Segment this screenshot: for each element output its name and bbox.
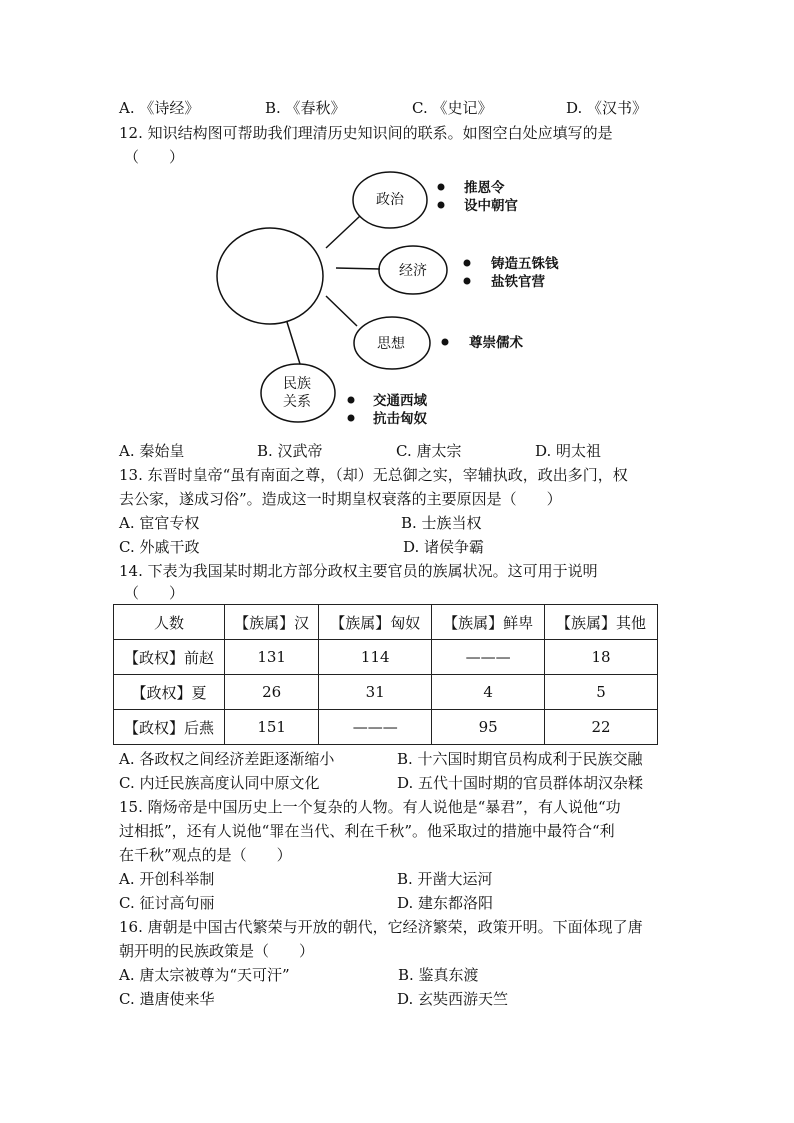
q13-option-a: A. 宦官专权 [119, 514, 200, 532]
q11-option-a: A. 《诗经》 [119, 99, 200, 117]
node-politics-label: 政治 [376, 192, 404, 208]
table-header-cell: 【族属】其他 [545, 605, 658, 640]
q11-option-c: C. 《史记》 [412, 99, 493, 117]
ethnic-item-1: 交通西域 [373, 393, 427, 409]
connector-politics [326, 216, 360, 248]
politics-item-2: 设中朝官 [464, 198, 518, 214]
ethnic-item-2: 抗击匈奴 [373, 411, 427, 427]
q12-option-d: D. 明太祖 [535, 442, 602, 460]
table-cell: 5 [545, 675, 658, 710]
q11-option-d: D. 《汉书》 [566, 99, 648, 117]
q13-stem-line-1: 13. 东晋时皇帝“虽有南面之尊，（却）无总御之实，宰辅执政，政出多门，权 [119, 466, 628, 484]
q13-option-b: B. 士族当权 [401, 514, 482, 532]
connector-economy [336, 268, 380, 269]
q16-stem-line-2: 朝开明的民族政策是（ ） [119, 942, 315, 960]
q14-answer-bracket: （ ） [124, 584, 185, 602]
q15-option-c: C. 征讨高句丽 [119, 894, 215, 912]
q15-option-d: D. 建东都洛阳 [397, 894, 494, 912]
q13-option-c: C. 外戚干政 [119, 538, 200, 556]
q12-option-a: A. 秦始皇 [119, 442, 185, 460]
q15-stem-line-3: 在千秋”观点的是（ ） [119, 846, 292, 864]
q12-stem-line-1: 12. 知识结构图可帮助我们理清历史知识间的联系。如图空白处应填写的是 [119, 124, 613, 142]
q14-option-d: D. 五代十国时期的官员群体胡汉杂糅 [397, 774, 644, 792]
bullet-icon [438, 202, 445, 209]
thought-item-1: 尊崇儒术 [469, 335, 523, 351]
q16-stem-line-1: 16. 唐朝是中国古代繁荣与开放的朝代，它经济繁荣，政策开明。下面体现了唐 [119, 918, 643, 936]
table-header-cell: 【族属】汉 [225, 605, 319, 640]
knowledge-structure-diagram [200, 165, 580, 435]
q12-option-c: C. 唐太宗 [396, 442, 462, 460]
table-header-cell: 人数 [114, 605, 225, 640]
table-cell: 【政权】前赵 [114, 640, 225, 675]
table-row [114, 675, 658, 710]
table-cell: 4 [432, 675, 545, 710]
table-cell: 【政权】后燕 [114, 710, 225, 745]
node-ethnic-circle [261, 364, 335, 422]
q16-option-c: C. 遣唐使来华 [119, 990, 215, 1008]
table-cell: 18 [545, 640, 658, 675]
q15-stem-line-1: 15. 隋炀帝是中国历史上一个复杂的人物。有人说他是“暴君”，有人说他“功 [119, 798, 621, 816]
q15-option-b: B. 开凿大运河 [397, 870, 493, 888]
table-header-cell: 【族属】匈奴 [319, 605, 432, 640]
blank-center-circle [217, 228, 323, 324]
bullet-icon [464, 260, 471, 267]
table-cell: ——— [319, 710, 432, 745]
q13-option-d: D. 诸侯争霸 [403, 538, 485, 556]
q15-option-a: A. 开创科举制 [119, 870, 215, 888]
table-row [114, 710, 658, 745]
q16-option-d: D. 玄奘西游天竺 [397, 990, 509, 1008]
table-cell: 95 [432, 710, 545, 745]
q16-option-b: B. 鉴真东渡 [398, 966, 479, 984]
table-cell: 26 [225, 675, 319, 710]
node-economy-label: 经济 [399, 263, 427, 279]
table-cell: 31 [319, 675, 432, 710]
economy-item-1: 铸造五铢钱 [491, 256, 559, 272]
official-ethnicity-table [113, 604, 658, 745]
table-cell: ——— [432, 640, 545, 675]
table-row [114, 640, 658, 675]
q14-option-a: A. 各政权之间经济差距逐渐缩小 [119, 750, 335, 768]
table-cell: 114 [319, 640, 432, 675]
q11-option-b: B. 《春秋》 [265, 99, 346, 117]
node-thought-label: 思想 [377, 336, 405, 352]
q15-stem-line-2: 过相抵”，还有人说他“罪在当代、利在千秋”。他采取过的措施中最符合“利 [119, 822, 615, 840]
q16-option-a: A. 唐太宗被尊为“天可汗” [119, 966, 290, 984]
q12-option-b: B. 汉武帝 [257, 442, 323, 460]
node-ethnic-label-line-1: 民族 [283, 376, 311, 392]
q13-stem-line-2: 去公家，遂成习俗”。造成这一时期皇权衰落的主要原因是（ ） [119, 490, 562, 508]
bullet-icon [348, 397, 355, 404]
table-cell: 22 [545, 710, 658, 745]
table-cell: 【政权】夏 [114, 675, 225, 710]
q14-option-c: C. 内迁民族高度认同中原文化 [119, 774, 320, 792]
table-header-cell: 【族属】鲜卑 [432, 605, 545, 640]
table-cell: 151 [225, 710, 319, 745]
bullet-icon [348, 415, 355, 422]
bullet-icon [464, 278, 471, 285]
connector-thought [326, 296, 357, 326]
table-header-row [114, 605, 658, 640]
q14-option-b: B. 十六国时期官员构成利于民族交融 [397, 750, 643, 768]
bullet-icon [442, 339, 449, 346]
q14-stem-line-1: 14. 下表为我国某时期北方部分政权主要官员的族属状况。这可用于说明 [119, 562, 598, 580]
politics-item-1: 推恩令 [464, 180, 505, 196]
table-cell: 131 [225, 640, 319, 675]
node-ethnic-label-line-2: 关系 [283, 394, 311, 410]
economy-item-2: 盐铁官营 [491, 274, 545, 290]
q12-answer-bracket: （ ） [124, 148, 185, 166]
connector-ethnic [287, 322, 300, 364]
bullet-icon [438, 184, 445, 191]
